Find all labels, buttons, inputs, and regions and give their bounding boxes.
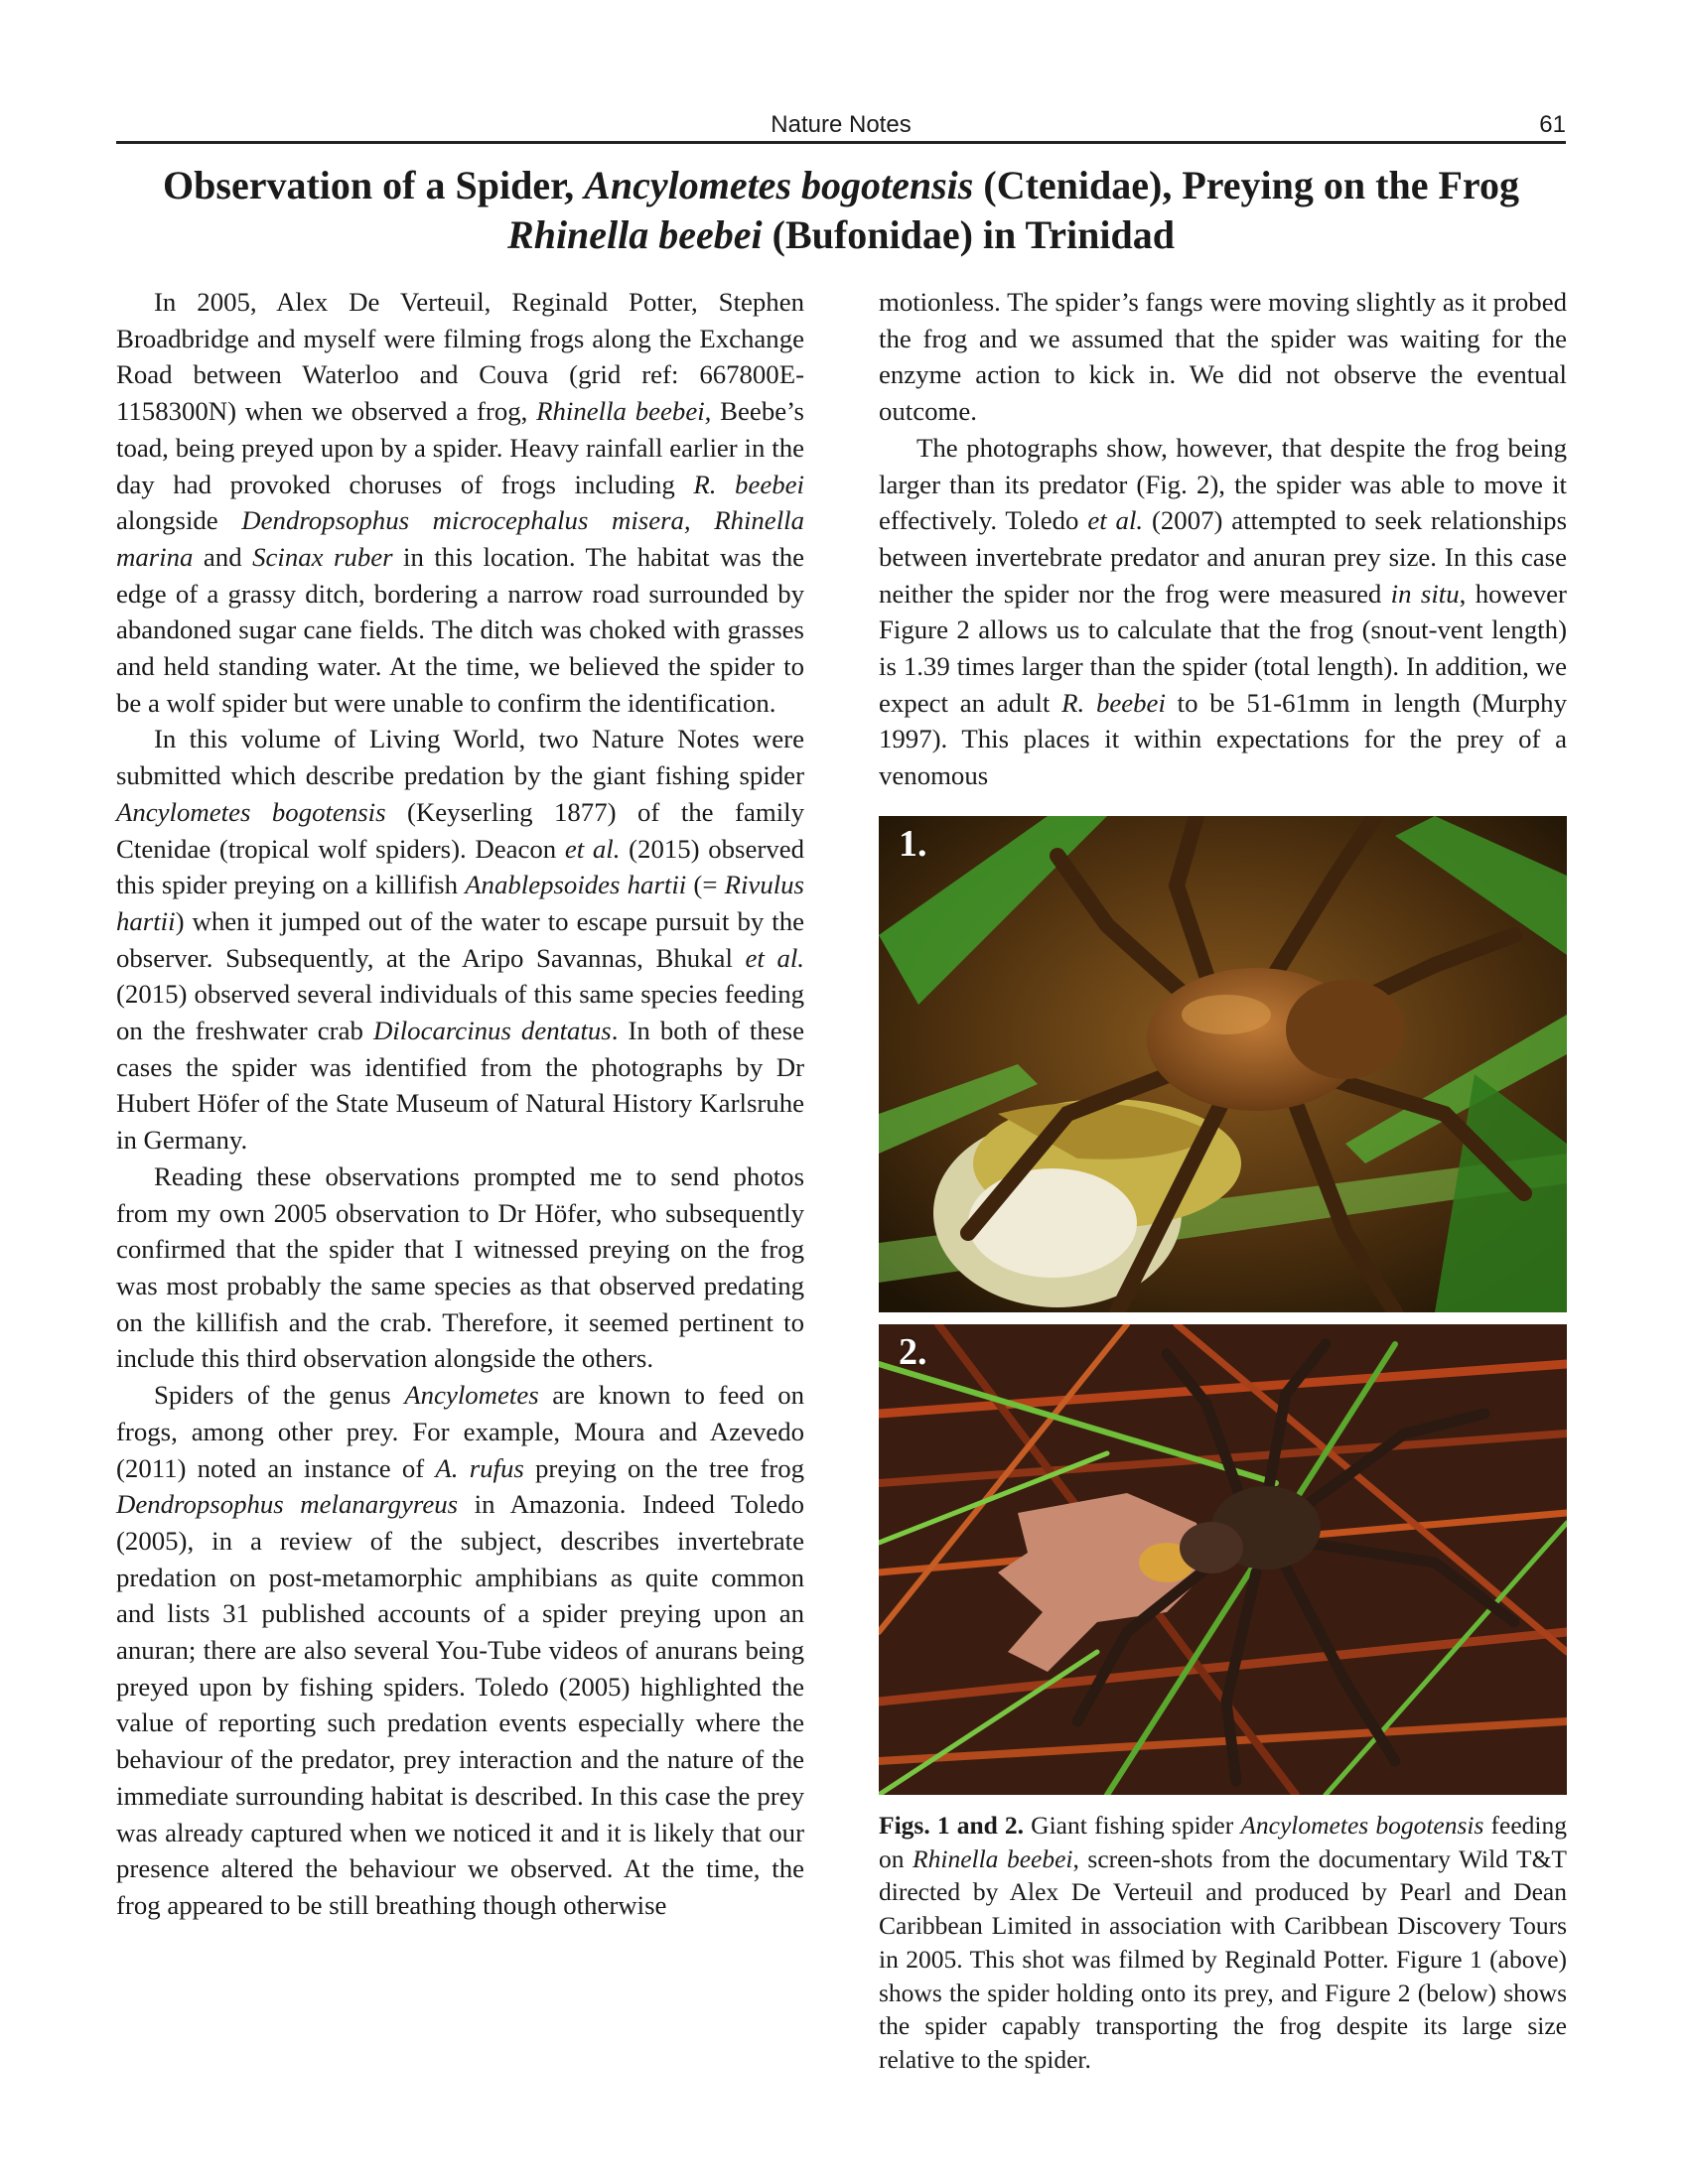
- spider-transporting-frog-image: [879, 1324, 1567, 1795]
- paragraph: In 2005, Alex De Verteuil, Reginald Potter, Stephen Broadbridge and myself were filming frogs along the Exchange Road between Waterloo and Couva (grid ref: 667800E- 1158300N) when we observed a frog, Rhinella beebei, Beebe’s toad, being preyed upon by a spider. Heavy rainfall earlier in the day had provoked choruses of frogs including R. beebei alongside Dendropsophus microcephalus misera, Rhinella marina and Scinax ruber in this location. The habitat was the edge of a grassy ditch, bordering a narrow road surrounded by abandoned sugar cane fields. The ditch was choked with grasses and held standing water. At the time, we believed the spider to be a wolf spider but were unable to confirm the identification.: [116, 287, 804, 718]
- figure-1-label: 1.: [899, 823, 927, 865]
- left-column: [116, 284, 804, 1924]
- article-title: [116, 161, 1566, 260]
- figure-caption: Figs. 1 and 2. Giant fishing spider Ancylometes bogotensis feeding on Rhinella beebei, screen-shots from the documentary Wild T&T directed by Alex De Verteuil and produced by Pearl and Dean Caribbean Limited in association with Caribbean Discovery Tours in 2005. This shot was filmed by Reginald Potter. Figure 1 (above) shows the spider holding onto its prey, and Figure 2 (below) shows the spider capably transporting the frog despite its large size relative to the spider.: [879, 1811, 1567, 2074]
- paragraph: The photographs show, however, that despite the frog being larger than its predator (Fig. 2), the spider was able to move it effectively. Toledo et al. (2007) attempted to seek relationships between invertebrate predator and anuran prey size. In this case neither the spider nor the frog were measured in situ, however Figure 2 allows us to calculate that the frog (snout-vent length) is 1.39 times larger than the spider (total length). In addition, we expect an adult R. beebei to be 51-61mm in length (Murphy 1997). This places it within expectations for the prey of a venomous: [879, 432, 1567, 791]
- paragraph: Spiders of the genus Ancylometes are known to feed on frogs, among other prey. For example, Moura and Azevedo (2011) noted an instance of A. rufus preying on the tree frog Dendropsophus melanargyreus in Amazonia. Indeed Toledo (2005), in a review of the subject, describes invertebrate predation on post-metamorphic amphibians as quite common and lists 31 published accounts of a spider preying upon an anuran; there are also several You-Tube videos of anurans being preyed upon by fishing spiders. Toledo (2005) highlighted the value of reporting such predation events especially where the behaviour of the predator, prey interaction and the nature of the immediate surrounding habitat is described. In this case the prey was already captured when we noticed it and it is likely that our presence altered the behaviour we observed. At the time, the frog appeared to be still breathing though otherwise: [116, 1380, 805, 1920]
- title-line2: Rhinella beebei (Bufonidae) in Trinidad: [507, 212, 1175, 257]
- spider-holding-frog-image: [879, 816, 1567, 1312]
- paragraph: motionless. The spider’s fangs were moving slightly as it probed the frog and we assumed that the spider was waiting for the enzyme action to kick in. We did not observe the eventual outcome.: [879, 287, 1567, 427]
- figure-2-label: 2.: [899, 1331, 927, 1373]
- figure-1-photo: [879, 816, 1567, 1312]
- figure-2-photo: [879, 1324, 1567, 1795]
- paragraph: Reading these observations prompted me to send photos from my own 2005 observation to Dr Höfer, who subsequently confirmed that the spider that I witnessed preying on the frog was most probably the same species as that observed predating on the killifish and the crab. Therefore, it seemed pertinent to include this third observation alongside the others.: [116, 1160, 804, 1374]
- page-number: 61: [1539, 111, 1566, 138]
- journal-section: Nature Notes: [771, 111, 912, 138]
- title-line1: Observation of a Spider, Ancylometes bogotensis (Ctenidae), Preying on the Frog: [163, 163, 1519, 207]
- paragraph: In this volume of Living World, two Nature Notes were submitted which describe predation by the giant fishing spider Ancylometes bogotensis (Keyserling 1877) of the family Ctenidae (tropical wolf spiders). Deacon et al. (2015) observed this spider preying on a killifish Anablepsoides hartii (= Rivulus hartii) when it jumped out of the water to escape pursuit by the observer. Subsequently, at the Aripo Savannas, Bhukal et al. (2015) observed several individuals of this same species feeding on the freshwater crab Dilocarcinus dentatus. In both of these cases the spider was identified from the photographs by Dr Hubert Höfer of the State Museum of Natural History Karlsruhe in Germany.: [116, 724, 804, 1156]
- running-header: [116, 109, 1566, 144]
- right-column: [879, 284, 1567, 794]
